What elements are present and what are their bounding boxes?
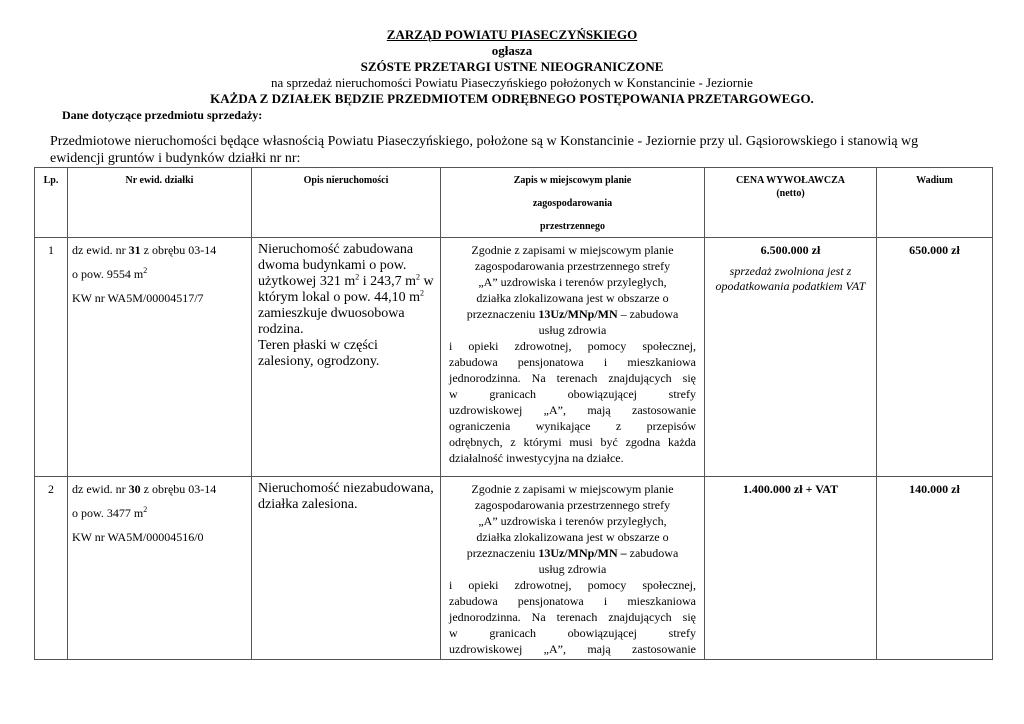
intro-line-1: Przedmiotowe nieruchomości będące własnością Powiatu Piaseczyńskiego, położone są w Konstancinie - Jeziornie przy ul. Gąsiorowskiego i stanowią wg <box>50 134 919 149</box>
row-zoning: Zgodnie z zapisami w miejscowym planie zagospodarowania przestrzennego strefy „A” uzdrowiska i terenów przyległych, działka zlokalizowana jest w obszarze o przeznaczeniu 13Uz/MNp/MN – zabudowa usług zdrowia i opieki zdrowotnej, pomocy społecznej, zabudowa pensjonatowa i mieszkaniowa jednorodzinna. Na terenach znajdujących się w granicach obowiązującej strefy uzdrowiskowej „A”, mają zastosowanie ograniczenia wynikające z przepisów odrębnych, z którymi musi być zgodna każda działalność inwestycyjna na działce. <box>441 238 705 477</box>
intro-line-2: ewidencji gruntów i budynków działki nr nr: <box>50 151 301 166</box>
header-cena: CENA WYWOŁAWCZA (netto) <box>705 168 877 238</box>
intro-paragraph <box>50 133 985 167</box>
issuer-title: ZARZĄD POWIATU PIASECZYŃSKIEGO <box>386 27 638 42</box>
row-parcel: dz ewid. nr 30 z obrębu 03-14 o pow. 3477 $m^2$ KW nr WA5M/00004516/0 <box>68 477 252 660</box>
row-parcel: dz ewid. nr 31 z obrębu 03-14 o pow. 9554 $m^2$ KW nr WA5M/00004517/7 <box>68 238 252 477</box>
table-header-row <box>35 168 993 238</box>
row-description: Nieruchomość zabudowana dwoma budynkami o pow. użytkowej 321 $m^2$ i 243,7 $m^2$ w którym lokal o pow. 44,10 $m^2$ zamieszkuje dwuosobowa rodzina. Teren płaski w części zalesiony, ogrodzony. <box>252 238 441 477</box>
section-label: Dane dotyczące przedmiotu sprzedaży: <box>62 108 263 122</box>
row-price: 1.400.000 zł + VAT <box>705 477 877 660</box>
row-deposit: 650.000 zł <box>877 238 993 477</box>
tender-note: KAŻDA Z DZIAŁEK BĘDZIE PRZEDMIOTEM ODRĘBNEGO POSTĘPOWANIA PRZETARGOWEGO. <box>210 91 814 106</box>
row-deposit: 140.000 zł <box>877 477 993 660</box>
property-table <box>34 167 993 660</box>
table-row <box>35 477 993 660</box>
row-lp: 2 <box>35 477 68 660</box>
header-wadium: Wadium <box>877 168 993 238</box>
row-zoning: Zgodnie z zapisami w miejscowym planie zagospodarowania przestrzennego strefy „A” uzdrowiska i terenów przyległych, działka zlokalizowana jest w obszarze o przeznaczeniu 13Uz/MNp/MN – zabudowa usług zdrowia i opieki zdrowotnej, pomocy społecznej, zabudowa pensjonatowa i mieszkaniowa jednorodzinna. Na terenach znajdujących się w granicach obowiązującej strefy uzdrowiskowej „A”, mają zastosowanie <box>441 477 705 660</box>
tender-title: SZÓSTE PRZETARGI USTNE NIEOGRANICZONE <box>360 59 664 74</box>
header-lp: Lp. <box>35 168 68 238</box>
announces-word: ogłasza <box>491 43 533 58</box>
row-description: Nieruchomość niezabudowana, działka zalesiona. <box>252 477 441 660</box>
announcement-header <box>0 27 1024 107</box>
header-opis: Opis nieruchomości <box>252 168 441 238</box>
tender-subtitle: na sprzedaż nieruchomości Powiatu Piaseczyńskiego położonych w Konstancinie - Jeziornie <box>271 75 753 90</box>
header-nr-ewid: Nr ewid. działki <box>68 168 252 238</box>
header-zapis: Zapis w miejscowym planie zagospodarowania przestrzennego <box>441 168 705 238</box>
table-row <box>35 238 993 477</box>
row-price: 6.500.000 zł sprzedaż zwolniona jest z opodatkowania podatkiem VAT <box>705 238 877 477</box>
row-lp: 1 <box>35 238 68 477</box>
